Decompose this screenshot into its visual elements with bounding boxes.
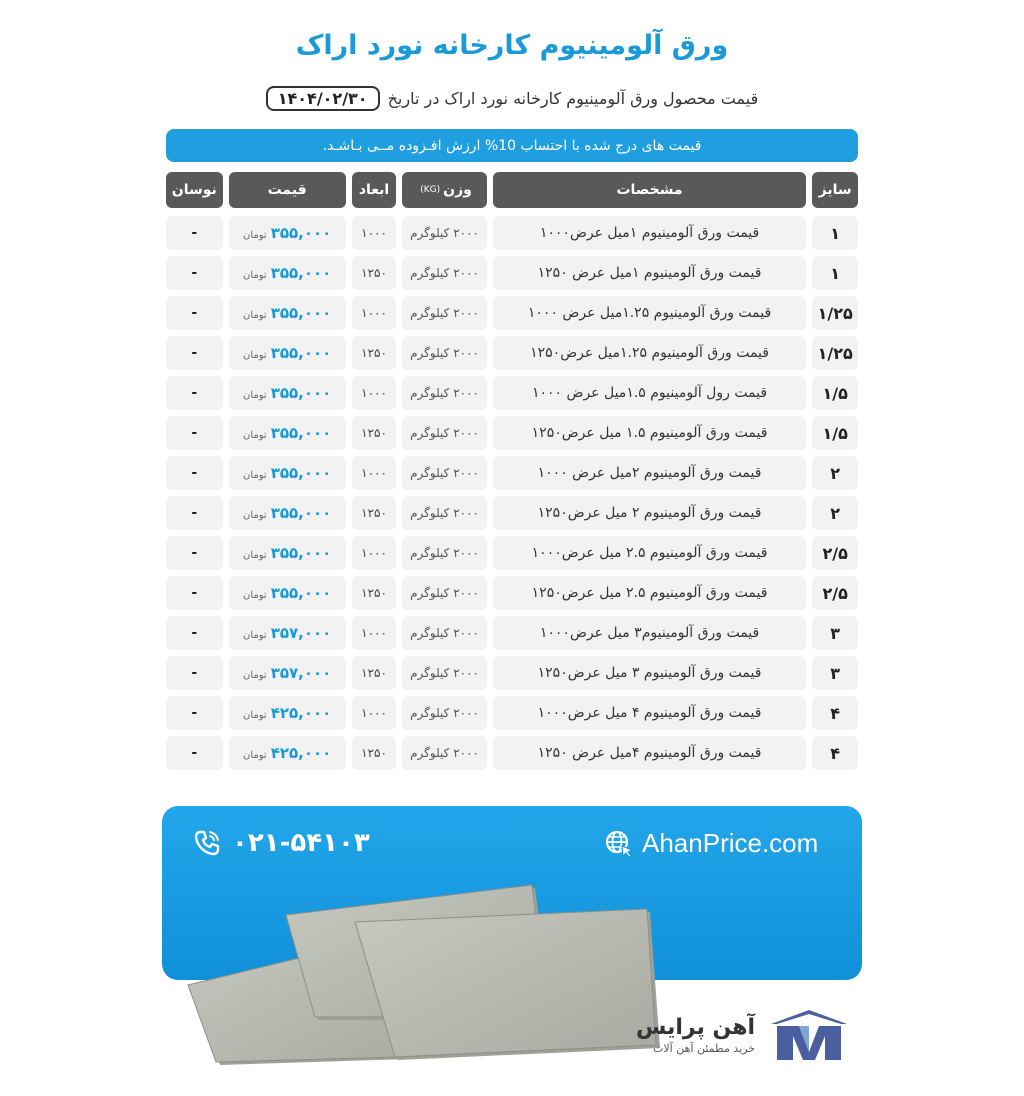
price-value: ۳۵۵,۰۰۰: [270, 344, 332, 362]
dimension-cell: [352, 296, 397, 330]
price-value: ۳۵۷,۰۰۰: [270, 624, 332, 642]
spec-value: قیمت ورق آلومینیوم ۱.۵ میل عرض۱۲۵۰: [531, 425, 768, 441]
price-value: ۳۵۵,۰۰۰: [270, 224, 332, 242]
table-row: [166, 616, 858, 650]
dimension-value: ۱۲۵۰: [361, 666, 387, 680]
weight-cell: [402, 456, 486, 490]
spec-cell: [493, 296, 807, 330]
price-unit: تومان: [242, 310, 267, 321]
ahanprice-logo-icon: [769, 1008, 849, 1062]
spec-value: قیمت ورق آلومینیوم۳ میل عرض۱۰۰۰: [539, 625, 760, 641]
brand-logo[interactable]: [636, 1008, 849, 1062]
spec-cell: [493, 376, 807, 410]
table-row: [166, 696, 858, 730]
price-cell: [229, 496, 346, 530]
size-cell: [812, 456, 858, 490]
price-value: ۳۵۵,۰۰۰: [270, 384, 332, 402]
phone-number: ۰۲۱-۵۴۱۰۳: [232, 828, 370, 858]
change-cell: [166, 216, 223, 250]
weight-value: ۲۰۰۰ کیلوگرم: [410, 666, 479, 680]
price-unit: تومان: [242, 230, 267, 241]
size-cell: [812, 736, 858, 770]
change-cell: [166, 496, 223, 530]
change-value: -: [191, 305, 198, 321]
price-unit: تومان: [242, 350, 267, 361]
weight-cell: [402, 616, 486, 650]
spec-cell: [493, 616, 807, 650]
price-table: [166, 172, 858, 776]
weight-cell: [402, 656, 486, 690]
change-cell: [166, 616, 223, 650]
spec-value: قیمت ورق آلومینیوم ۳ میل عرض۱۲۵۰: [537, 665, 762, 681]
change-value: -: [191, 385, 198, 401]
spec-value: قیمت ورق آلومینیوم ۲.۵ میل عرض۱۲۵۰: [531, 585, 768, 601]
weight-value: ۲۰۰۰ کیلوگرم: [410, 266, 479, 280]
price-cell: [229, 736, 346, 770]
change-value: -: [191, 745, 198, 761]
price-cell: [229, 216, 346, 250]
website-url: AhanPrice.com: [642, 828, 819, 858]
vat-notice: قیمت های درج شده با احتساب 10% ارزش افـزوده مــی بـاشـد.: [166, 129, 858, 162]
spec-value: قیمت ورق آلومینیوم ۱.۲۵میل عرض ۱۰۰۰: [527, 305, 772, 321]
price-unit: تومان: [242, 630, 267, 641]
subtitle: قیمت محصول ورق آلومینیوم کارخانه نورد اراک در تاریخ: [387, 89, 759, 108]
change-cell: [166, 656, 223, 690]
spec-cell: [493, 656, 807, 690]
dimension-value: ۱۲۵۰: [361, 506, 387, 520]
weight-value: ۲۰۰۰ کیلوگرم: [410, 746, 479, 760]
dimension-value: ۱۲۵۰: [361, 586, 387, 600]
dimension-cell: [352, 696, 397, 730]
spec-cell: [493, 696, 807, 730]
size-value: ۱/۲۵: [817, 343, 853, 363]
size-cell: [812, 256, 858, 290]
price-value: ۴۲۵,۰۰۰: [270, 744, 332, 762]
spec-value: قیمت ورق آلومینیوم ۲.۵ میل عرض۱۰۰۰: [531, 545, 768, 561]
size-value: ۴: [830, 703, 841, 723]
price-value: ۳۵۵,۰۰۰: [270, 424, 332, 442]
brand-tagline: خرید مطمئن آهن آلات: [653, 1042, 756, 1055]
spec-value: قیمت ورق آلومینیوم ۱.۲۵میل عرض۱۲۵۰: [530, 345, 769, 361]
dimension-cell: [352, 616, 397, 650]
weight-value: ۲۰۰۰ کیلوگرم: [410, 346, 479, 360]
size-value: ۲: [830, 463, 841, 483]
spec-cell: [493, 416, 807, 450]
spec-cell: [493, 536, 807, 570]
size-cell: [812, 656, 858, 690]
price-value: ۳۵۵,۰۰۰: [270, 464, 332, 482]
size-cell: [812, 696, 858, 730]
dimension-cell: [352, 656, 397, 690]
price-cell: [229, 456, 346, 490]
change-value: -: [191, 585, 198, 601]
weight-cell: [402, 216, 486, 250]
dimension-value: ۱۰۰۰: [361, 226, 387, 240]
weight-value: ۲۰۰۰ کیلوگرم: [410, 626, 479, 640]
change-value: -: [191, 705, 198, 721]
spec-cell: [493, 336, 807, 370]
weight-cell: [402, 576, 486, 610]
weight-cell: [402, 696, 486, 730]
weight-value: ۲۰۰۰ کیلوگرم: [410, 306, 479, 320]
table-row: [166, 336, 858, 370]
spec-cell: [493, 216, 807, 250]
dimension-cell: [352, 536, 397, 570]
change-value: -: [191, 465, 198, 481]
table-row: [166, 456, 858, 490]
size-cell: [812, 216, 858, 250]
weight-value: ۲۰۰۰ کیلوگرم: [410, 506, 479, 520]
size-cell: [812, 616, 858, 650]
table-row: [166, 656, 858, 690]
globe-cursor-icon: [604, 829, 634, 859]
price-unit: تومان: [242, 270, 267, 281]
header-weight-unit: (KG): [420, 185, 441, 195]
weight-value: ۲۰۰۰ کیلوگرم: [410, 546, 479, 560]
spec-value: قیمت ورق آلومینیوم ۱میل عرض ۱۲۵۰: [537, 265, 762, 281]
spec-cell: [493, 456, 807, 490]
dimension-value: ۱۰۰۰: [361, 466, 387, 480]
price-value: ۳۵۵,۰۰۰: [270, 304, 332, 322]
change-cell: [166, 256, 223, 290]
change-value: -: [191, 545, 198, 561]
table-row: [166, 416, 858, 450]
price-unit: تومان: [242, 430, 267, 441]
spec-value: قیمت ورق آلومینیوم ۲ میل عرض۱۲۵۰: [537, 505, 762, 521]
price-cell: [229, 536, 346, 570]
spec-value: قیمت ورق آلومینیوم ۱میل عرض۱۰۰۰: [539, 225, 760, 241]
size-value: ۱/۵: [822, 423, 848, 443]
page-title: ورق آلومینیوم کارخانه نورد اراک: [295, 30, 729, 61]
weight-value: ۲۰۰۰ کیلوگرم: [410, 226, 479, 240]
size-cell: [812, 416, 858, 450]
header-weight: [402, 172, 486, 208]
price-cell: [229, 416, 346, 450]
size-value: ۱: [830, 223, 841, 243]
size-cell: [812, 336, 858, 370]
brand-name: آهن پرایس: [636, 1015, 756, 1040]
weight-value: ۲۰۰۰ کیلوگرم: [410, 386, 479, 400]
weight-cell: [402, 296, 486, 330]
spec-value: قیمت رول آلومینیوم ۱.۵میل عرض ۱۰۰۰: [532, 385, 768, 401]
size-cell: [812, 296, 858, 330]
dimension-value: ۱۰۰۰: [361, 306, 387, 320]
size-cell: [812, 576, 858, 610]
dimension-value: ۱۲۵۰: [361, 746, 387, 760]
size-cell: [812, 536, 858, 570]
dimension-cell: [352, 216, 397, 250]
table-row: [166, 536, 858, 570]
price-cell: [229, 296, 346, 330]
spec-cell: [493, 576, 807, 610]
header-weight-label: وزن: [443, 182, 472, 198]
price-value: ۴۲۵,۰۰۰: [270, 704, 332, 722]
price-unit: تومان: [242, 390, 267, 401]
price-value: ۳۵۷,۰۰۰: [270, 664, 332, 682]
dimension-value: ۱۰۰۰: [361, 386, 387, 400]
price-cell: [229, 696, 346, 730]
size-value: ۱/۲۵: [817, 303, 853, 323]
price-unit: تومان: [242, 470, 267, 481]
change-cell: [166, 416, 223, 450]
price-value: ۳۵۵,۰۰۰: [270, 504, 332, 522]
weight-cell: [402, 496, 486, 530]
change-value: -: [191, 665, 198, 681]
spec-value: قیمت ورق آلومینیوم ۲میل عرض ۱۰۰۰: [537, 465, 762, 481]
spec-value: قیمت ورق آلومینیوم ۴ میل عرض۱۰۰۰: [537, 705, 762, 721]
price-unit: تومان: [242, 710, 267, 721]
change-cell: [166, 456, 223, 490]
weight-cell: [402, 256, 486, 290]
spec-cell: [493, 256, 807, 290]
website-block[interactable]: [604, 828, 818, 859]
price-cell: [229, 336, 346, 370]
price-unit: تومان: [242, 590, 267, 601]
size-value: ۲: [830, 503, 841, 523]
change-cell: [166, 576, 223, 610]
weight-value: ۲۰۰۰ کیلوگرم: [410, 426, 479, 440]
header-spec: مشخصات: [493, 172, 807, 208]
price-value: ۳۵۵,۰۰۰: [270, 264, 332, 282]
weight-value: ۲۰۰۰ کیلوگرم: [410, 586, 479, 600]
price-cell: [229, 576, 346, 610]
price-value: ۳۵۵,۰۰۰: [270, 544, 332, 562]
change-cell: [166, 376, 223, 410]
table-row: [166, 216, 858, 250]
phone-block[interactable]: [192, 828, 370, 858]
dimension-cell: [352, 376, 397, 410]
dimension-cell: [352, 576, 397, 610]
header-price: قیمت: [229, 172, 346, 208]
dimension-value: ۱۲۵۰: [361, 346, 387, 360]
price-unit: تومان: [242, 510, 267, 521]
price-unit: تومان: [242, 670, 267, 681]
price-cell: [229, 256, 346, 290]
spec-cell: [493, 496, 807, 530]
spec-value: قیمت ورق آلومینیوم ۴میل عرض ۱۲۵۰: [537, 745, 762, 761]
table-header: [166, 172, 858, 208]
logo-text: [636, 1015, 755, 1055]
size-value: ۳: [830, 663, 841, 683]
change-value: -: [191, 625, 198, 641]
size-value: ۲/۵: [822, 583, 848, 603]
subtitle-row: [0, 86, 1024, 111]
dimension-value: ۱۰۰۰: [361, 546, 387, 560]
header-change: نوسان: [166, 172, 223, 208]
change-cell: [166, 536, 223, 570]
dimension-cell: [352, 336, 397, 370]
size-cell: [812, 496, 858, 530]
date-badge: ۱۴۰۴/۰۲/۳۰: [266, 86, 380, 111]
change-cell: [166, 736, 223, 770]
table-body: [166, 216, 858, 770]
change-value: -: [191, 225, 198, 241]
dimension-value: ۱۲۵۰: [361, 426, 387, 440]
size-value: ۴: [830, 743, 841, 763]
aluminum-sheets-image: [180, 870, 680, 1070]
weight-cell: [402, 336, 486, 370]
price-value: ۳۵۵,۰۰۰: [270, 584, 332, 602]
weight-value: ۲۰۰۰ کیلوگرم: [410, 466, 479, 480]
dimension-cell: [352, 456, 397, 490]
weight-cell: [402, 416, 486, 450]
change-value: -: [191, 425, 198, 441]
header-dimension: ابعاد: [352, 172, 397, 208]
size-value: ۲/۵: [822, 543, 848, 563]
phone-icon: [192, 828, 222, 858]
dimension-cell: [352, 416, 397, 450]
dimension-value: ۱۰۰۰: [361, 626, 387, 640]
weight-cell: [402, 736, 486, 770]
dimension-cell: [352, 736, 397, 770]
size-value: ۳: [830, 623, 841, 643]
change-value: -: [191, 265, 198, 281]
change-cell: [166, 296, 223, 330]
price-unit: تومان: [242, 750, 267, 761]
weight-cell: [402, 376, 486, 410]
change-value: -: [191, 505, 198, 521]
dimension-value: ۱۰۰۰: [361, 706, 387, 720]
weight-cell: [402, 536, 486, 570]
weight-value: ۲۰۰۰ کیلوگرم: [410, 706, 479, 720]
price-cell: [229, 616, 346, 650]
change-cell: [166, 696, 223, 730]
table-row: [166, 296, 858, 330]
price-unit: تومان: [242, 550, 267, 561]
table-row: [166, 376, 858, 410]
price-cell: [229, 656, 346, 690]
spec-cell: [493, 736, 807, 770]
dimension-value: ۱۲۵۰: [361, 266, 387, 280]
table-row: [166, 736, 858, 770]
table-row: [166, 496, 858, 530]
change-cell: [166, 336, 223, 370]
price-cell: [229, 376, 346, 410]
change-value: -: [191, 345, 198, 361]
table-row: [166, 256, 858, 290]
header-size: سایز: [812, 172, 858, 208]
table-row: [166, 576, 858, 610]
size-value: ۱/۵: [822, 383, 848, 403]
size-cell: [812, 376, 858, 410]
dimension-cell: [352, 496, 397, 530]
dimension-cell: [352, 256, 397, 290]
size-value: ۱: [830, 263, 841, 283]
